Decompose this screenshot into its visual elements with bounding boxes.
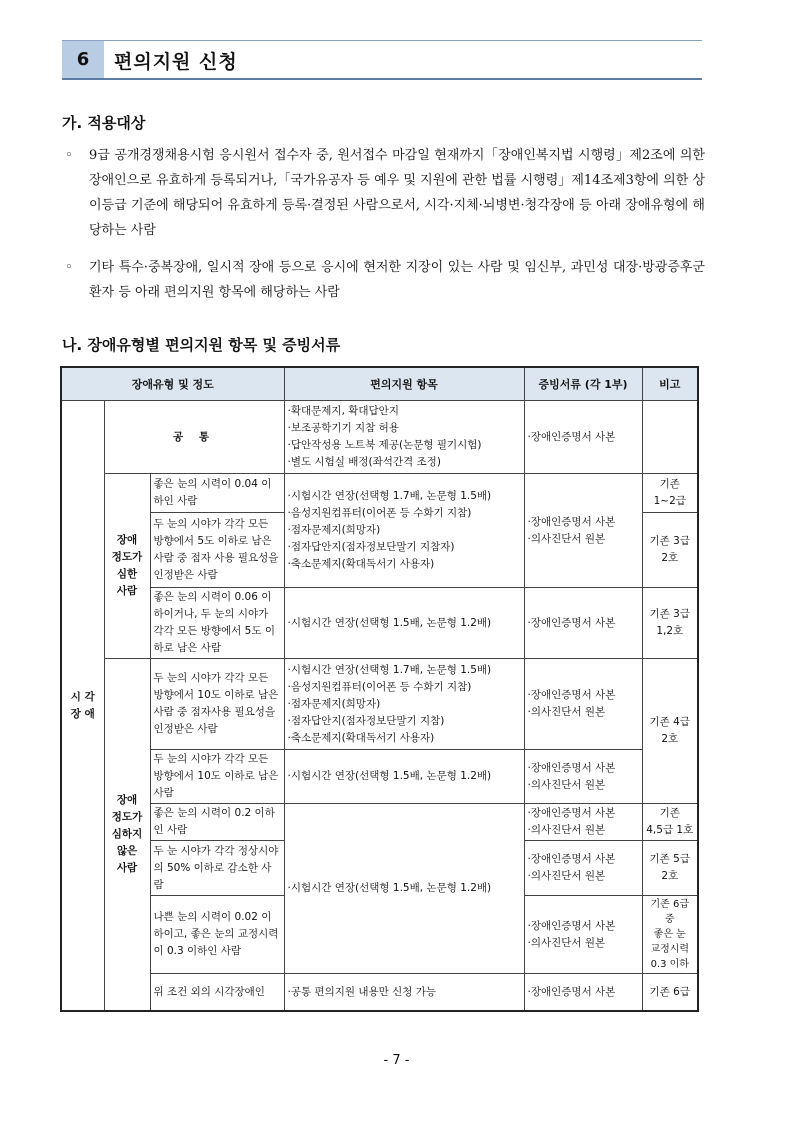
severe-desc-3: 좋은 눈의 시력이 0.06 이하이거나, 두 눈의 시야가 각각 모든 방향에서 5도 이하로 남은 사람	[150, 588, 284, 659]
page-number: - 7 -	[383, 1053, 410, 1068]
mild-desc-3: 좋은 눈의 시력이 0.2 이하인 사람	[150, 804, 284, 841]
mild-note-6: 기존 6급	[642, 974, 698, 1012]
common-label: 공 통	[104, 401, 284, 474]
table-row	[61, 659, 698, 750]
table-row-common	[61, 401, 698, 474]
subsection-a-heading: 가. 적용대상	[62, 114, 146, 132]
mild-note-5: 기존 6급 중 좋은 눈 교정시력 0.3 이하	[642, 896, 698, 974]
header-note: 비고	[642, 367, 698, 401]
mild-docs-e: ·장애인증명서 사본 ·의사진단서 원본	[524, 896, 642, 974]
section-title: 편의지원 신청	[114, 51, 238, 73]
table-row	[61, 750, 698, 804]
eligibility-item-1	[65, 143, 705, 243]
subsection-b-heading: 나. 장애유형별 편의지원 항목 및 증빙서류	[62, 336, 341, 354]
eligibility-text-1: 9급 공개경쟁채용시험 응시원서 접수자 중, 원서접수 마감일 현재까지「장애인복지법 시행령」제2조에 의한 장애인으로 유효하게 등록되거나,「국가유공자 등 예우 및 지원에 관한 법률 시행령」제14조제3항에 의한 상이등급 기준에 해당되어 유효하게 등록·결정된 사람으로서, 시각·지체·뇌병변·청각장애 등 아래 장애유형에 해당하는 사람	[89, 148, 705, 238]
table-row	[61, 588, 698, 659]
header-type: 장애유형 및 정도	[61, 367, 284, 401]
severe-note-3: 기존 3급 1,2호	[642, 588, 698, 659]
table-row	[61, 804, 698, 841]
header-items: 편의지원 항목	[284, 367, 524, 401]
severe-desc-1: 좋은 눈의 시력이 0.04 이하인 사람	[150, 474, 284, 513]
severe-items-b: ·시험시간 연장(선택형 1.5배, 논문형 1.2배)	[284, 588, 524, 659]
bullet-icon: ◦	[65, 148, 73, 163]
mild-note-group: 기존 4급 2호	[642, 659, 698, 804]
mild-items-b: ·시험시간 연장(선택형 1.5배, 논문형 1.2배)	[284, 750, 524, 804]
mild-desc-6: 위 조건 외의 시각장애인	[150, 974, 284, 1012]
mild-docs-a: ·장애인증명서 사본 ·의사진단서 원본	[524, 659, 642, 750]
mild-desc-5: 나쁜 눈의 시력이 0.02 이하이고, 좋은 눈의 교정시력이 0.3 이하인 사람	[150, 896, 284, 974]
mild-docs-c: ·장애인증명서 사본 ·의사진단서 원본	[524, 804, 642, 841]
category-visual: 시 각 장 애	[61, 401, 104, 1012]
eligibility-item-2	[65, 255, 705, 305]
mild-items-a: ·시험시간 연장(선택형 1.7배, 논문형 1.5배) ·음성지원컴퓨터(이어폰 등 수화기 지참) ·점자문제지(희망자) ·점자답안지(점자정보단말기 지참) ·축소문제지(확대독서기 사용자)	[284, 659, 524, 750]
accommodation-table	[60, 366, 699, 1012]
header-rule-top	[62, 40, 702, 41]
severe-docs-a: ·장애인증명서 사본 ·의사진단서 원본	[524, 474, 642, 588]
mild-note-4: 기존 5급 2호	[642, 841, 698, 896]
mild-desc-1: 두 눈의 시야가 각각 모든 방향에서 10도 이하로 남은 사람 중 점자사용 필요성을 인정받은 사람	[150, 659, 284, 750]
severe-note-2: 기존 3급 2호	[642, 513, 698, 588]
mild-label: 장애 정도가 심하지 않은 사람	[104, 659, 150, 1012]
mild-items-d: ·공통 편의지원 내용만 신청 가능	[284, 974, 524, 1012]
mild-docs-b: ·장애인증명서 사본 ·의사진단서 원본	[524, 750, 642, 804]
mild-desc-4: 두 눈 시야가 각각 정상시야의 50% 이하로 감소한 사람	[150, 841, 284, 896]
mild-note-3: 기존 4,5급 1호	[642, 804, 698, 841]
common-docs: ·장애인증명서 사본	[524, 401, 642, 474]
severe-note-1: 기존 1~2급	[642, 474, 698, 513]
mild-docs-d: ·장애인증명서 사본 ·의사진단서 원본	[524, 841, 642, 896]
severe-label: 장애 정도가 심한 사람	[104, 474, 150, 659]
severe-desc-2: 두 눈의 시야가 각각 모든 방향에서 5도 이하로 남은 사람 중 점자 사용 필요성을 인정받은 사람	[150, 513, 284, 588]
common-items: ·확대문제지, 확대답안지 ·보조공학기기 지참 허용 ·답안작성용 노트북 제공(논문형 필기시험) ·별도 시험실 배정(좌석간격 조정)	[284, 401, 524, 474]
section-number: 6	[62, 41, 104, 78]
header-rule-bottom	[62, 78, 702, 80]
eligibility-text-2: 기타 특수·중복장애, 일시적 장애 등으로 응시에 현저한 지장이 있는 사람 및 임신부, 과민성 대장·방광증후군 환자 등 아래 편의지원 항목에 해당하는 사람	[89, 260, 705, 300]
common-note	[642, 401, 698, 474]
severe-docs-b: ·장애인증명서 사본	[524, 588, 642, 659]
table-row	[61, 974, 698, 1012]
table-header-row	[61, 367, 698, 401]
mild-desc-2: 두 눈의 시야가 각각 모든 방향에서 10도 이하로 남은 사람	[150, 750, 284, 804]
bullet-icon: ◦	[65, 260, 73, 275]
mild-items-c: ·시험시간 연장(선택형 1.5배, 논문형 1.2배)	[284, 804, 524, 974]
table-row	[61, 474, 698, 513]
header-docs: 증빙서류 (각 1부)	[524, 367, 642, 401]
mild-docs-f: ·장애인증명서 사본	[524, 974, 642, 1012]
severe-items-a: ·시험시간 연장(선택형 1.7배, 논문형 1.5배) ·음성지원컴퓨터(이어폰 등 수화기 지참) ·점자문제지(희망자) ·점자답안지(점자정보단말기 지참자) ·축소문제지(확대독서기 사용자)	[284, 474, 524, 588]
